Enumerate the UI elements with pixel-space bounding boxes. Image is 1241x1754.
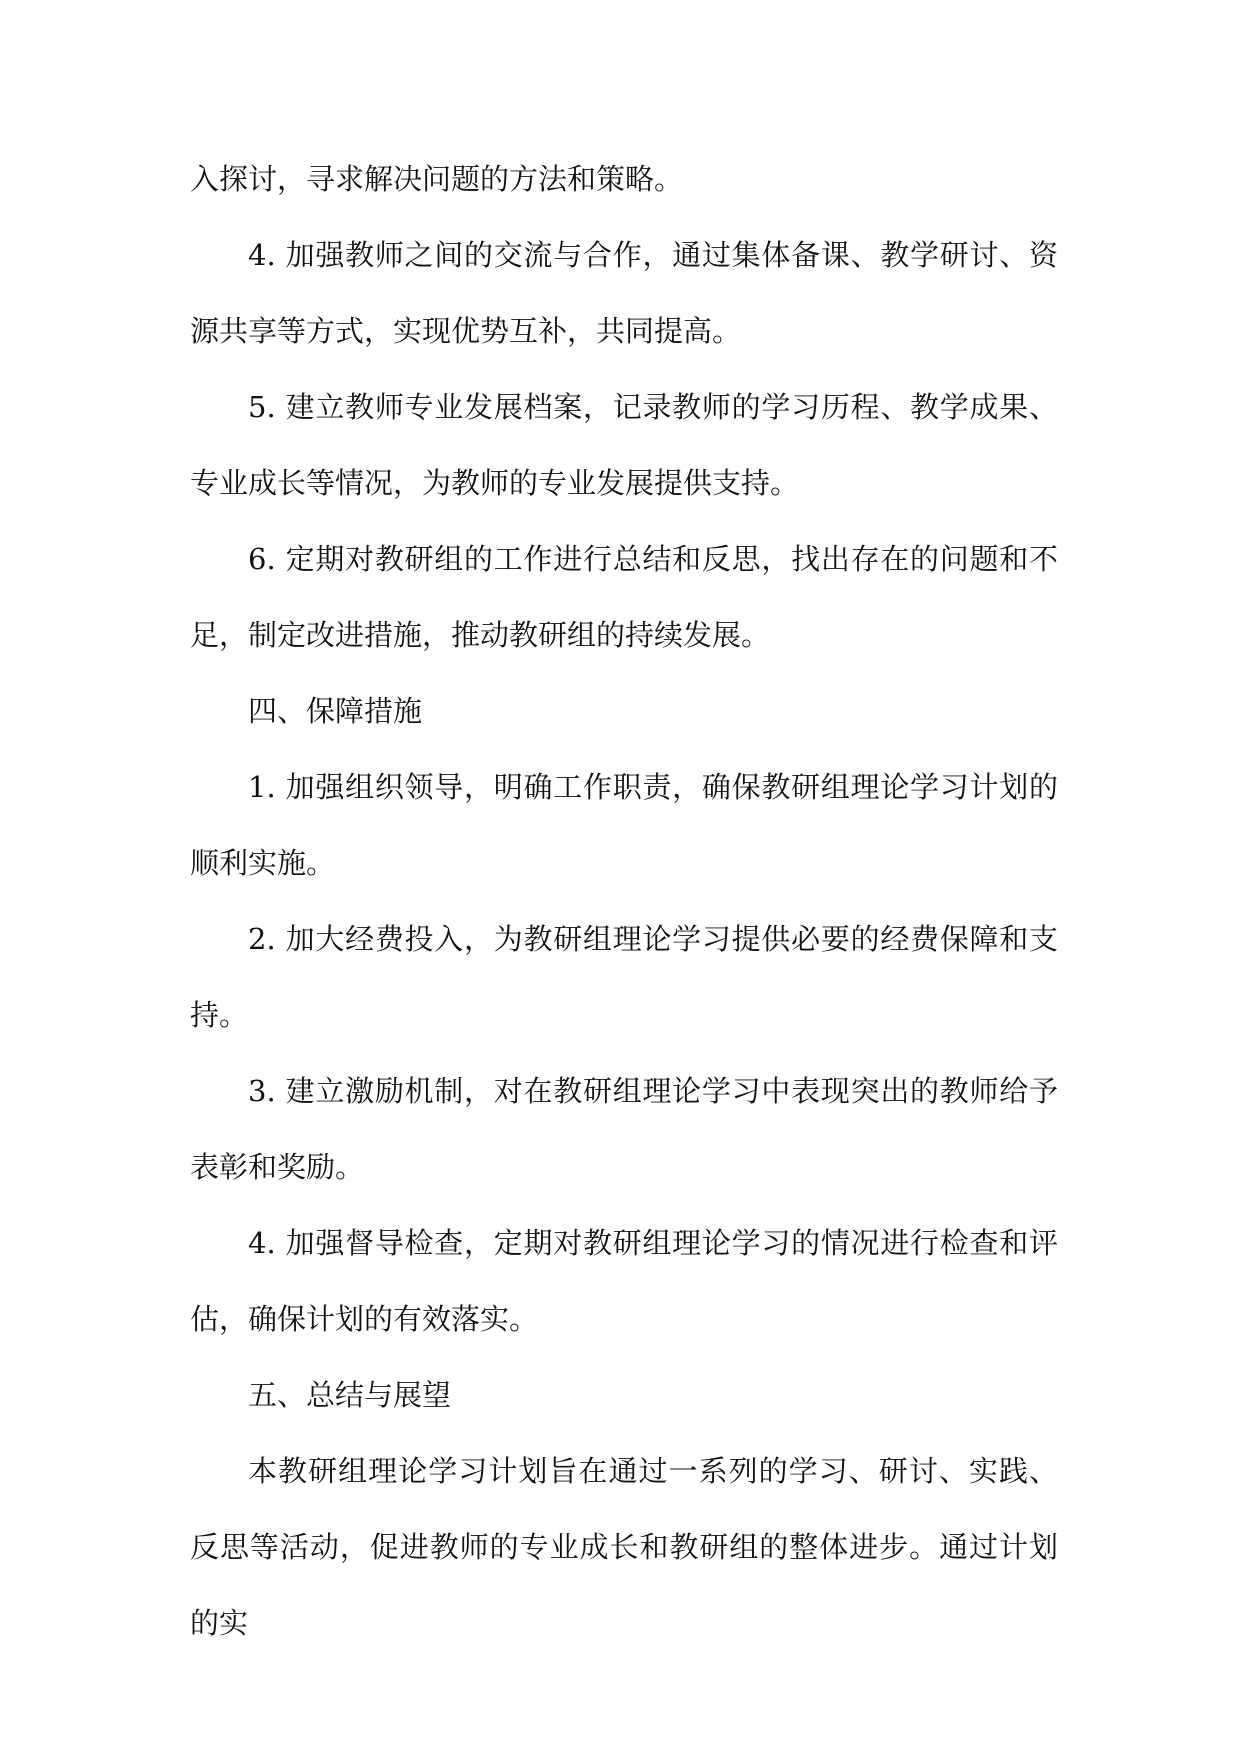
paragraph-summary: 本教研组理论学习计划旨在通过一系列的学习、研讨、实践、反思等活动，促进教师的专业成长和教研组的整体进步。通过计划的实: [190, 1454, 1058, 1640]
section-heading-guarantee: 四、保障措施: [248, 694, 423, 728]
list-item-2-funding: 2. 加大经费投入，为教研组理论学习提供必要的经费保障和支持。: [190, 922, 1058, 1032]
document-body: [190, 141, 1058, 1661]
list-item-4-teacher-cooperation: 4. 加强教师之间的交流与合作，通过集体备课、教学研讨、资源共享等方式，实现优势互补，共同提高。: [190, 238, 1058, 348]
list-item-6-summary-reflection: 6. 定期对教研组的工作进行总结和反思，找出存在的问题和不足，制定改进措施，推动教研组的持续发展。: [190, 542, 1058, 652]
list-item-3-incentive: 3. 建立激励机制，对在教研组理论学习中表现突出的教师给予表彰和奖励。: [190, 1074, 1058, 1184]
list-item-1-leadership: 1. 加强组织领导，明确工作职责，确保教研组理论学习计划的顺利实施。: [190, 770, 1058, 880]
list-item-4-supervision: 4. 加强督导检查，定期对教研组理论学习的情况进行检查和评估，确保计划的有效落实。: [190, 1226, 1058, 1336]
list-item-5-development-archive: 5. 建立教师专业发展档案，记录教师的学习历程、教学成果、专业成长等情况，为教师的专业发展提供支持。: [190, 390, 1058, 500]
section-heading-summary: 五、总结与展望: [248, 1378, 452, 1412]
paragraph-continuation: 入探讨，寻求解决问题的方法和策略。: [190, 162, 684, 196]
